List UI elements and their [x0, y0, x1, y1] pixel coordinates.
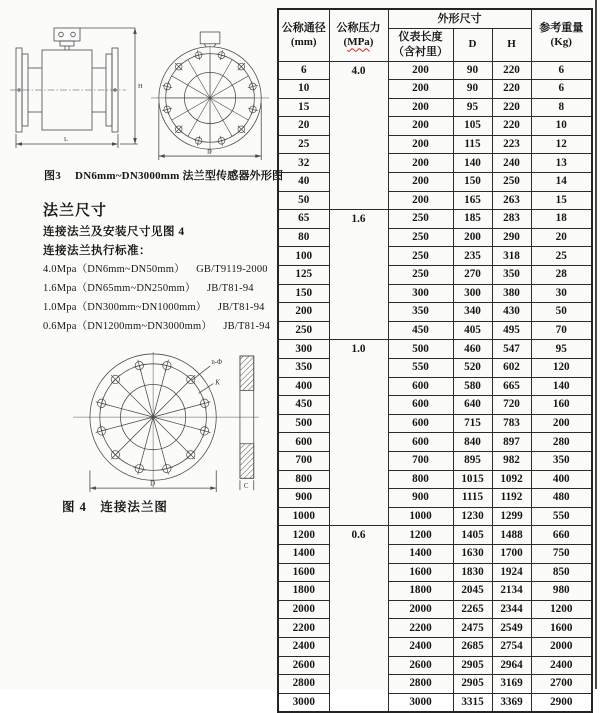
standard-line: 4.0Mpa（DN6mm~DN50mm） GB/T9119-2000 [43, 264, 268, 275]
cell-nominal-diameter: 2200 [278, 619, 329, 638]
cell-h: 3169 [492, 675, 531, 694]
cell-meter-length: 550 [388, 359, 453, 378]
cell-h: 250 [492, 173, 531, 192]
cell-weight: 750 [531, 544, 592, 563]
cell-meter-length: 2600 [388, 656, 453, 675]
cell-meter-length: 500 [388, 340, 453, 359]
table-row [278, 61, 592, 80]
cell-d: 115 [453, 135, 492, 154]
cell-meter-length: 200 [388, 80, 453, 99]
table-row [278, 247, 592, 266]
cell-h: 380 [492, 284, 531, 303]
cell-meter-length: 600 [388, 377, 453, 396]
table-row [278, 340, 592, 359]
dimension-table [277, 8, 593, 713]
cell-d: 90 [453, 80, 492, 99]
cell-nominal-diameter: 3000 [278, 693, 329, 712]
cell-nominal-diameter: 20 [278, 117, 329, 136]
cell-d: 3315 [453, 693, 492, 712]
figure3-caption: 图3 DN6mm~DN3000mm 法兰型传感器外形图 [44, 170, 284, 182]
cell-weight: 1200 [531, 600, 592, 619]
table-row [278, 154, 592, 173]
cell-weight: 20 [531, 228, 592, 247]
cell-d: 2475 [453, 619, 492, 638]
cell-nominal-diameter: 150 [278, 284, 329, 303]
cell-d: 2265 [453, 600, 492, 619]
cell-weight: 200 [531, 414, 592, 433]
cell-nominal-diameter: 300 [278, 340, 329, 359]
cell-meter-length: 600 [388, 433, 453, 452]
figure3-sensor-front-view-drawing [148, 24, 276, 167]
cell-weight: 95 [531, 340, 592, 359]
cell-d: 140 [453, 154, 492, 173]
cell-nominal-diameter: 100 [278, 247, 329, 266]
cell-h: 1192 [492, 489, 531, 508]
cell-meter-length: 300 [388, 284, 453, 303]
cell-h: 318 [492, 247, 531, 266]
cell-d: 200 [453, 228, 492, 247]
table-row [278, 303, 592, 322]
cell-weight: 2700 [531, 675, 592, 694]
cell-nominal-diameter: 400 [278, 377, 329, 396]
cell-d: 2905 [453, 675, 492, 694]
cell-meter-length: 1800 [388, 582, 453, 601]
cell-h: 2964 [492, 656, 531, 675]
junction-box [200, 32, 220, 44]
cell-h: 283 [492, 210, 531, 229]
cell-nominal-diameter: 2800 [278, 675, 329, 694]
cell-nominal-pressure: 1.6 [329, 210, 388, 340]
dim-label-H: H [138, 83, 143, 90]
cell-weight: 18 [531, 210, 592, 229]
cell-nominal-diameter: 250 [278, 321, 329, 340]
cell-nominal-diameter: 2400 [278, 637, 329, 656]
cell-weight: 550 [531, 507, 592, 526]
cell-h: 1924 [492, 563, 531, 582]
cell-meter-length: 2400 [388, 637, 453, 656]
cell-d: 1115 [453, 489, 492, 508]
cell-nominal-diameter: 900 [278, 489, 329, 508]
standard-line: 1.6Mpa（DN65mm~DN250mm） JB/T81-94 [43, 283, 254, 294]
bolt-circle-label: K [215, 379, 220, 387]
cell-weight: 25 [531, 247, 592, 266]
header-d: D [453, 28, 492, 61]
cell-weight: 2900 [531, 693, 592, 712]
cell-d: 2685 [453, 637, 492, 656]
cell-h: 547 [492, 340, 531, 359]
table-row [278, 489, 592, 508]
figure4-flange-drawing [58, 350, 263, 500]
header-ref-weight: 参考重量 (Kg) [531, 9, 592, 61]
cell-meter-length: 250 [388, 247, 453, 266]
cell-h: 220 [492, 61, 531, 80]
cell-d: 460 [453, 340, 492, 359]
cell-d: 340 [453, 303, 492, 322]
header-meter-length: 仪表长度 （含衬里） [388, 28, 453, 61]
cell-nominal-diameter: 700 [278, 451, 329, 470]
cell-h: 2134 [492, 582, 531, 601]
cell-nominal-diameter: 600 [278, 433, 329, 452]
cell-d: 1830 [453, 563, 492, 582]
cell-nominal-diameter: 15 [278, 98, 329, 117]
cell-weight: 400 [531, 470, 592, 489]
cell-meter-length: 250 [388, 210, 453, 229]
cell-d: 2905 [453, 656, 492, 675]
cell-d: 270 [453, 266, 492, 285]
cell-d: 520 [453, 359, 492, 378]
table-header-row-1 [278, 9, 592, 28]
table-row [278, 544, 592, 563]
dim-label-L: L [64, 136, 68, 143]
cell-h: 1488 [492, 526, 531, 545]
cell-weight: 480 [531, 489, 592, 508]
flange-standards-label: 连接法兰执行标准： [43, 245, 151, 257]
table-row [278, 98, 592, 117]
cell-nominal-diameter: 800 [278, 470, 329, 489]
cell-d: 1230 [453, 507, 492, 526]
cell-d: 1630 [453, 544, 492, 563]
cell-meter-length: 200 [388, 135, 453, 154]
cell-nominal-diameter: 32 [278, 154, 329, 173]
cell-nominal-diameter: 10 [278, 80, 329, 99]
cell-h: 263 [492, 191, 531, 210]
table-body [278, 61, 592, 712]
cell-d: 150 [453, 173, 492, 192]
cell-h: 1092 [492, 470, 531, 489]
cell-weight: 14 [531, 173, 592, 192]
cell-h: 220 [492, 117, 531, 136]
table-row [278, 637, 592, 656]
cell-nominal-diameter: 40 [278, 173, 329, 192]
cell-meter-length: 250 [388, 266, 453, 285]
cell-h: 240 [492, 154, 531, 173]
cell-meter-length: 1200 [388, 526, 453, 545]
cell-weight: 70 [531, 321, 592, 340]
cell-meter-length: 200 [388, 191, 453, 210]
table-row [278, 451, 592, 470]
cell-nominal-diameter: 1400 [278, 544, 329, 563]
cell-meter-length: 2000 [388, 600, 453, 619]
table-row [278, 396, 592, 415]
cell-weight: 15 [531, 191, 592, 210]
cell-meter-length: 600 [388, 414, 453, 433]
dim-label-C: C [243, 483, 249, 491]
cell-weight: 6 [531, 61, 592, 80]
cell-meter-length: 450 [388, 321, 453, 340]
cell-d: 1015 [453, 470, 492, 489]
cell-h: 350 [492, 266, 531, 285]
cell-weight: 28 [531, 266, 592, 285]
cell-weight: 2000 [531, 637, 592, 656]
cell-h: 2549 [492, 619, 531, 638]
cell-d: 235 [453, 247, 492, 266]
cell-nominal-diameter: 1800 [278, 582, 329, 601]
cell-meter-length: 600 [388, 396, 453, 415]
header-nominal-pressure: 公称压力 (MPa) [329, 9, 388, 61]
cell-nominal-pressure: 0.6 [329, 526, 388, 712]
standard-line: 1.0Mpa（DN300mm~DN1000mm） JB/T81-94 [43, 302, 265, 313]
cell-nominal-pressure: 1.0 [329, 340, 388, 526]
table-row [278, 359, 592, 378]
table-row [278, 228, 592, 247]
cell-nominal-diameter: 200 [278, 303, 329, 322]
flange-section-heading: 法兰尺寸 [43, 203, 108, 219]
cell-nominal-diameter: 350 [278, 359, 329, 378]
table-row [278, 693, 592, 712]
table-row [278, 526, 592, 545]
cell-h: 430 [492, 303, 531, 322]
table-row [278, 563, 592, 582]
cell-h: 2344 [492, 600, 531, 619]
cell-meter-length: 1600 [388, 563, 453, 582]
table-row [278, 377, 592, 396]
cell-h: 495 [492, 321, 531, 340]
cell-d: 90 [453, 61, 492, 80]
mpa-unit-spellcheck: MPa [347, 36, 370, 49]
table-row [278, 433, 592, 452]
table-row [278, 470, 592, 489]
cell-d: 2045 [453, 582, 492, 601]
cell-h: 897 [492, 433, 531, 452]
header-h: H [492, 28, 531, 61]
table-row [278, 210, 592, 229]
cell-meter-length: 350 [388, 303, 453, 322]
table-row [278, 507, 592, 526]
header-outline-dimensions: 外形尺寸 [388, 9, 531, 28]
page-edge-line [595, 0, 597, 689]
cell-meter-length: 1000 [388, 507, 453, 526]
table-row [278, 675, 592, 694]
cell-h: 602 [492, 359, 531, 378]
cell-nominal-diameter: 500 [278, 414, 329, 433]
cell-nominal-diameter: 6 [278, 61, 329, 80]
cell-h: 982 [492, 451, 531, 470]
cell-d: 1405 [453, 526, 492, 545]
cell-meter-length: 200 [388, 98, 453, 117]
cell-nominal-diameter: 2000 [278, 600, 329, 619]
table-row [278, 135, 592, 154]
cell-meter-length: 200 [388, 117, 453, 136]
table-row [278, 191, 592, 210]
standard-line: 0.6Mpa（DN1200mm~DN3000mm） JB/T81-94 [43, 321, 271, 332]
cell-nominal-pressure: 4.0 [329, 61, 388, 210]
cell-nominal-diameter: 25 [278, 135, 329, 154]
cell-h: 290 [492, 228, 531, 247]
cell-h: 220 [492, 80, 531, 99]
cell-weight: 980 [531, 582, 592, 601]
cell-nominal-diameter: 65 [278, 210, 329, 229]
cell-weight: 850 [531, 563, 592, 582]
table-row [278, 321, 592, 340]
bolt-count-label: n-Φ [211, 358, 223, 366]
cell-h: 1700 [492, 544, 531, 563]
cell-d: 165 [453, 191, 492, 210]
table-header [278, 9, 592, 61]
cell-weight: 6 [531, 80, 592, 99]
table-row [278, 582, 592, 601]
cell-meter-length: 200 [388, 61, 453, 80]
cell-weight: 10 [531, 117, 592, 136]
cell-nominal-diameter: 80 [278, 228, 329, 247]
cell-h: 720 [492, 396, 531, 415]
cell-h: 783 [492, 414, 531, 433]
cell-h: 223 [492, 135, 531, 154]
table-row [278, 284, 592, 303]
cell-meter-length: 200 [388, 173, 453, 192]
cell-d: 580 [453, 377, 492, 396]
table-row [278, 414, 592, 433]
cell-meter-length: 1400 [388, 544, 453, 563]
header-nominal-diameter: 公称通径 (mm) [278, 9, 329, 61]
figure3-sensor-side-view-drawing [6, 24, 146, 169]
cell-nominal-diameter: 125 [278, 266, 329, 285]
table-row [278, 619, 592, 638]
cell-weight: 280 [531, 433, 592, 452]
cell-weight: 660 [531, 526, 592, 545]
table-row [278, 600, 592, 619]
cell-h: 1299 [492, 507, 531, 526]
cell-h: 665 [492, 377, 531, 396]
junction-box [54, 28, 80, 41]
cell-d: 715 [453, 414, 492, 433]
cell-nominal-diameter: 1000 [278, 507, 329, 526]
cell-weight: 13 [531, 154, 592, 173]
cell-weight: 2400 [531, 656, 592, 675]
cell-meter-length: 900 [388, 489, 453, 508]
cell-nominal-diameter: 1200 [278, 526, 329, 545]
cell-nominal-diameter: 450 [278, 396, 329, 415]
cell-d: 895 [453, 451, 492, 470]
table-row [278, 80, 592, 99]
cell-d: 840 [453, 433, 492, 452]
cell-weight: 50 [531, 303, 592, 322]
cell-weight: 350 [531, 451, 592, 470]
figure4-caption: 图 4 连接法兰图 [62, 500, 168, 514]
cell-meter-length: 200 [388, 154, 453, 173]
cell-weight: 140 [531, 377, 592, 396]
table-row [278, 117, 592, 136]
cell-weight: 12 [531, 135, 592, 154]
cell-weight: 8 [531, 98, 592, 117]
cell-h: 3369 [492, 693, 531, 712]
cell-nominal-diameter: 2600 [278, 656, 329, 675]
cell-meter-length: 250 [388, 228, 453, 247]
cell-d: 405 [453, 321, 492, 340]
cell-weight: 160 [531, 396, 592, 415]
cell-d: 640 [453, 396, 492, 415]
cell-weight: 1600 [531, 619, 592, 638]
cell-d: 105 [453, 117, 492, 136]
cell-meter-length: 700 [388, 451, 453, 470]
table-row [278, 656, 592, 675]
dim-label-D: D [150, 480, 156, 488]
cell-nominal-diameter: 50 [278, 191, 329, 210]
table-row [278, 173, 592, 192]
cell-meter-length: 2800 [388, 675, 453, 694]
cell-h: 2754 [492, 637, 531, 656]
cell-meter-length: 3000 [388, 693, 453, 712]
cell-meter-length: 2200 [388, 619, 453, 638]
flange-intro-line: 连接法兰及安装尺寸见图 4 [43, 226, 185, 238]
cell-d: 300 [453, 284, 492, 303]
cell-meter-length: 800 [388, 470, 453, 489]
dim-label-D: D [207, 148, 212, 156]
cell-d: 185 [453, 210, 492, 229]
cell-h: 220 [492, 98, 531, 117]
table-row [278, 266, 592, 285]
cell-nominal-diameter: 1600 [278, 563, 329, 582]
cell-weight: 30 [531, 284, 592, 303]
cell-weight: 120 [531, 359, 592, 378]
cell-d: 95 [453, 98, 492, 117]
